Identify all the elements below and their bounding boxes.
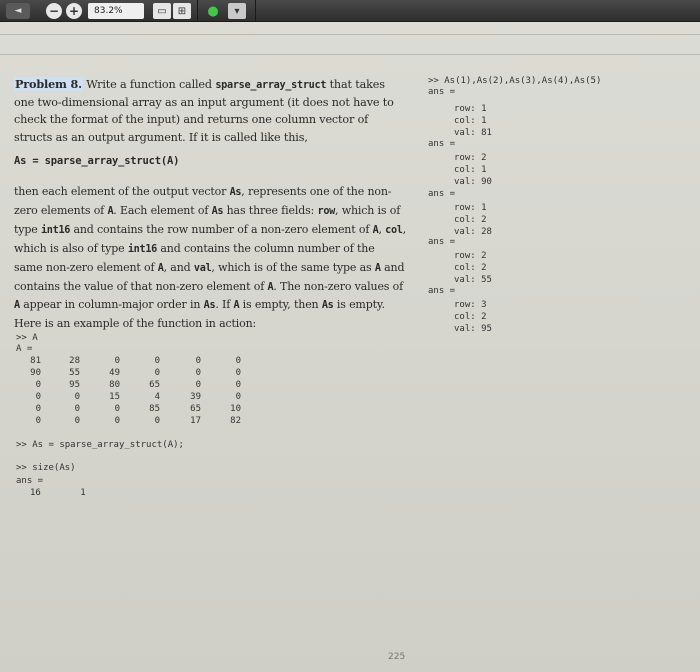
output-label: ans =	[428, 87, 456, 97]
zoom-out-icon[interactable]: −	[46, 3, 62, 19]
matrix-cell: 39	[190, 392, 201, 402]
viewer-toolbar	[0, 0, 700, 22]
matrix-cell: 0	[35, 416, 41, 426]
matrix-cell: 0	[195, 356, 201, 366]
matrix-cell: 0	[114, 404, 120, 414]
field-val: val: 90	[454, 177, 492, 187]
problem-text: and contains the value of that non-zero element of	[14, 260, 405, 293]
code-token: int16	[40, 224, 71, 236]
matrix-cell: 80	[109, 380, 120, 390]
zoom-level: 83.2%	[94, 6, 123, 16]
code-token: As	[321, 300, 334, 312]
problem-text: , which is of type	[14, 203, 401, 236]
code-token: A	[374, 262, 381, 274]
matrix-cell: 0	[114, 356, 120, 366]
matrix-row	[16, 392, 256, 404]
problem-text: and contains the column number of the same non-zero element of	[14, 241, 375, 274]
output-label: ans =	[428, 139, 456, 149]
zoom-in-icon[interactable]: +	[66, 3, 82, 19]
matrix-cell: 0	[235, 356, 241, 366]
matrix-cell: 0	[195, 368, 201, 378]
grid-icon[interactable]: ⊞	[173, 3, 191, 19]
page-number: 225	[388, 652, 406, 662]
output-label: ans =	[428, 237, 456, 247]
page-divider	[0, 34, 700, 35]
matrix-cell: 49	[109, 368, 120, 378]
code-token: int16	[127, 243, 158, 255]
field-row: row: 2	[454, 153, 487, 163]
code-token: A	[372, 224, 379, 236]
size-rows: 16	[30, 488, 41, 498]
problem-number: Problem 8.	[15, 77, 82, 91]
matrix-cell: 85	[149, 404, 160, 414]
field-val: val: 28	[454, 227, 492, 237]
problem-text: and contains the row number of a non-zero element of	[70, 222, 373, 236]
problem-text: then each element of the output vector	[14, 185, 230, 198]
matrix-cell: 65	[149, 380, 160, 390]
matrix-cell: 82	[230, 416, 241, 426]
back-icon: ◄	[14, 6, 22, 16]
problem-text: has three fields:	[223, 203, 318, 217]
matrix-cell: 81	[30, 356, 41, 366]
matrix-cell: 10	[230, 404, 241, 414]
matrix-row	[16, 380, 256, 392]
size-cols: 1	[80, 488, 86, 498]
problem-text: appear in column-major order in	[19, 298, 204, 312]
problem-text: Write a function called	[82, 78, 216, 91]
matrix-cell: 95	[69, 380, 80, 390]
code-token: A	[267, 281, 274, 293]
problem-statement	[14, 76, 406, 146]
matrix-cell: 0	[195, 380, 201, 390]
zoom-level-field[interactable]	[88, 3, 144, 19]
problem-text: , which is also of type	[14, 222, 407, 255]
code-token: As	[203, 300, 216, 312]
function-call: As = sparse_array_struct(A)	[14, 155, 180, 167]
matrix-cell: 4	[154, 392, 160, 402]
problem-text: . If	[215, 298, 234, 312]
matrix-cell: 0	[235, 392, 241, 402]
field-val: val: 81	[454, 128, 492, 138]
command-line: >> As(1),As(2),As(3),As(4),As(5)	[428, 76, 602, 86]
prompt-line: >> A	[16, 333, 38, 343]
field-col: col: 2	[454, 263, 487, 273]
matrix-cell: 90	[30, 368, 41, 378]
matrix-row	[16, 356, 256, 368]
problem-text: is empty, then	[239, 298, 322, 312]
problem-text: that takes one two-dimensional array as an input argument (it does not have to check the format of the input) and returns one column vector of structs as an output argument. If it is called like this,	[14, 78, 394, 144]
field-col: col: 2	[454, 215, 487, 225]
output-label: ans =	[428, 286, 456, 296]
field-row: row: 3	[454, 300, 487, 310]
field-row: row: 2	[454, 251, 487, 261]
problem-text: , and	[163, 260, 194, 274]
matrix-cell: 0	[74, 416, 80, 426]
field-col: col: 2	[454, 312, 487, 322]
code-token: col	[385, 224, 403, 236]
matrix-cell: 28	[69, 356, 80, 366]
matrix-cell: 0	[35, 392, 41, 402]
matrix-cell: 0	[35, 404, 41, 414]
code-token: As	[229, 187, 242, 198]
problem-text: . The non-zero values of	[273, 279, 404, 293]
matrix-row	[16, 404, 256, 416]
field-val: val: 95	[454, 324, 492, 334]
matrix-cell: 0	[235, 380, 241, 390]
field-val: val: 55	[454, 275, 492, 285]
matrix-cell: 65	[190, 404, 201, 414]
size-output	[30, 488, 86, 498]
matrix-cell: 0	[154, 356, 160, 366]
problem-text: , which is of the same type as	[211, 260, 375, 274]
page-divider	[0, 54, 700, 55]
matrix-cell: 0	[154, 368, 160, 378]
markup-icon[interactable]: ●	[207, 3, 219, 19]
code-token: A	[157, 262, 164, 274]
problem-text: , represents one of the non-zero elements of	[14, 185, 392, 217]
code-token: val	[193, 262, 212, 274]
output-label: A =	[16, 344, 33, 354]
command-line: >> size(As)	[16, 463, 76, 473]
problem-text: . Each element of	[113, 203, 212, 217]
code-token: A	[14, 300, 20, 312]
matrix-cell: 0	[154, 416, 160, 426]
matrix-cell: 0	[114, 416, 120, 426]
code-token: A	[107, 205, 114, 217]
function-name: sparse_array_struct	[215, 80, 327, 91]
back-button[interactable]	[6, 3, 30, 19]
code-token: As	[211, 205, 224, 217]
page-icon[interactable]: ▭	[153, 3, 171, 19]
matrix-cell: 55	[69, 368, 80, 378]
problem-text: is empty. Here is an example of the function in action:	[14, 298, 385, 331]
command-line: >> As = sparse_array_struct(A);	[16, 440, 184, 450]
matrix-cell: 0	[35, 380, 41, 390]
matrix-cell: 17	[190, 416, 201, 426]
matrix-cell: 0	[74, 404, 80, 414]
field-row: row: 1	[454, 203, 487, 213]
output-label: ans =	[428, 189, 456, 199]
problem-description	[14, 183, 406, 333]
problem-text: ,	[378, 222, 386, 236]
matrix-cell: 0	[74, 392, 80, 402]
field-row: row: 1	[454, 104, 487, 114]
code-token: row	[317, 205, 335, 217]
badge-icon[interactable]: ▾	[228, 3, 246, 19]
matrix-cell: 0	[235, 368, 241, 378]
matrix-row	[16, 416, 256, 428]
code-token: A	[233, 300, 240, 312]
field-col: col: 1	[454, 165, 487, 175]
matrix-cell: 15	[109, 392, 120, 402]
matrix-row	[16, 368, 256, 380]
output-label: ans =	[16, 476, 44, 486]
field-col: col: 1	[454, 116, 487, 126]
